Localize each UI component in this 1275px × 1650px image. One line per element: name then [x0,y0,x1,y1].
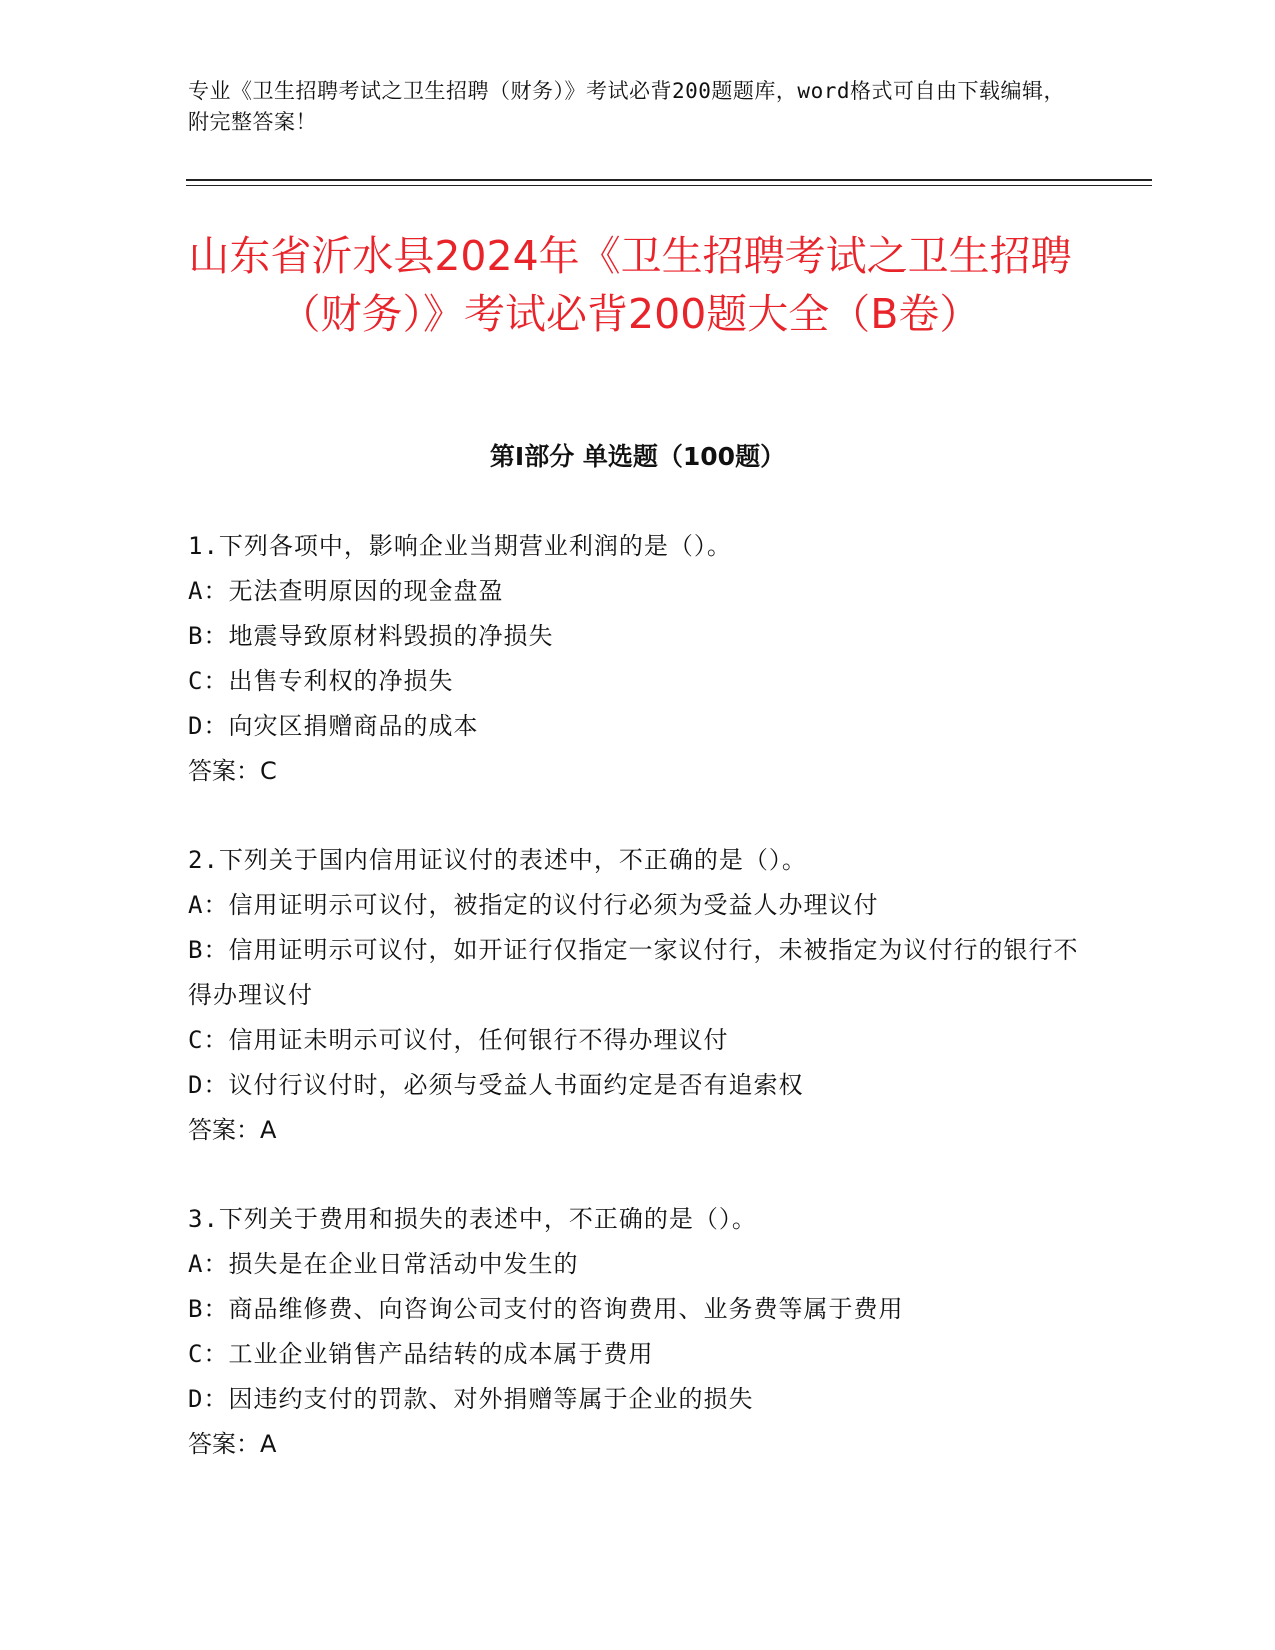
option-a: A：损失是在企业日常活动中发生的 [188,1250,579,1278]
option-a: A：无法查明原因的现金盘盈 [188,577,504,605]
question-list [188,524,1088,1511]
option-c: C：工业企业销售产品结转的成本属于费用 [188,1340,654,1368]
option-d: D：议付行议付时，必须与受益人书面约定是否有追索权 [188,1071,804,1099]
option-a: A：信用证明示可议付，被指定的议付行必须为受益人办理议付 [188,891,879,919]
option-d: D：向灾区捐赠商品的成本 [188,712,479,740]
header-divider-thin [186,185,1152,186]
answer: 答案：A [188,1430,277,1458]
option-c: C：出售专利权的净损失 [188,667,454,695]
answer: 答案：C [188,757,277,785]
option-b: B：商品维修费、向咨询公司支付的咨询费用、业务费等属于费用 [188,1295,904,1323]
question-1 [188,524,1088,794]
question-2 [188,838,1088,1153]
section-title: 第Ⅰ部分 单选题（100题） [489,442,786,471]
question-3 [188,1197,1088,1467]
question-stem: 1.下列各项中，影响企业当期营业利润的是（）。 [188,532,732,560]
document-title: 山东省沂水县2024年《卫生招聘考试之卫生招聘（财务）》考试必背200题大全（B卷） [188,232,1072,338]
header-divider-thick [186,179,1152,181]
option-c: C：信用证未明示可议付，任何银行不得办理议付 [188,1026,729,1054]
option-b: B：地震导致原材料毁损的净损失 [188,622,554,650]
option-b: B：信用证明示可议付，如开证行仅指定一家议付行，未被指定为议付行的银行不得办理议付 [188,936,1079,1009]
question-stem: 3.下列关于费用和损失的表述中，不正确的是（）。 [188,1205,757,1233]
header-note: 专业《卫生招聘考试之卫生招聘（财务）》考试必背200题题库，word格式可自由下载编辑，附完整答案！ [188,79,1065,134]
option-d: D：因违约支付的罚款、对外捐赠等属于企业的损失 [188,1385,754,1413]
answer: 答案：A [188,1116,277,1144]
question-stem: 2.下列关于国内信用证议付的表述中，不正确的是（）。 [188,846,807,874]
